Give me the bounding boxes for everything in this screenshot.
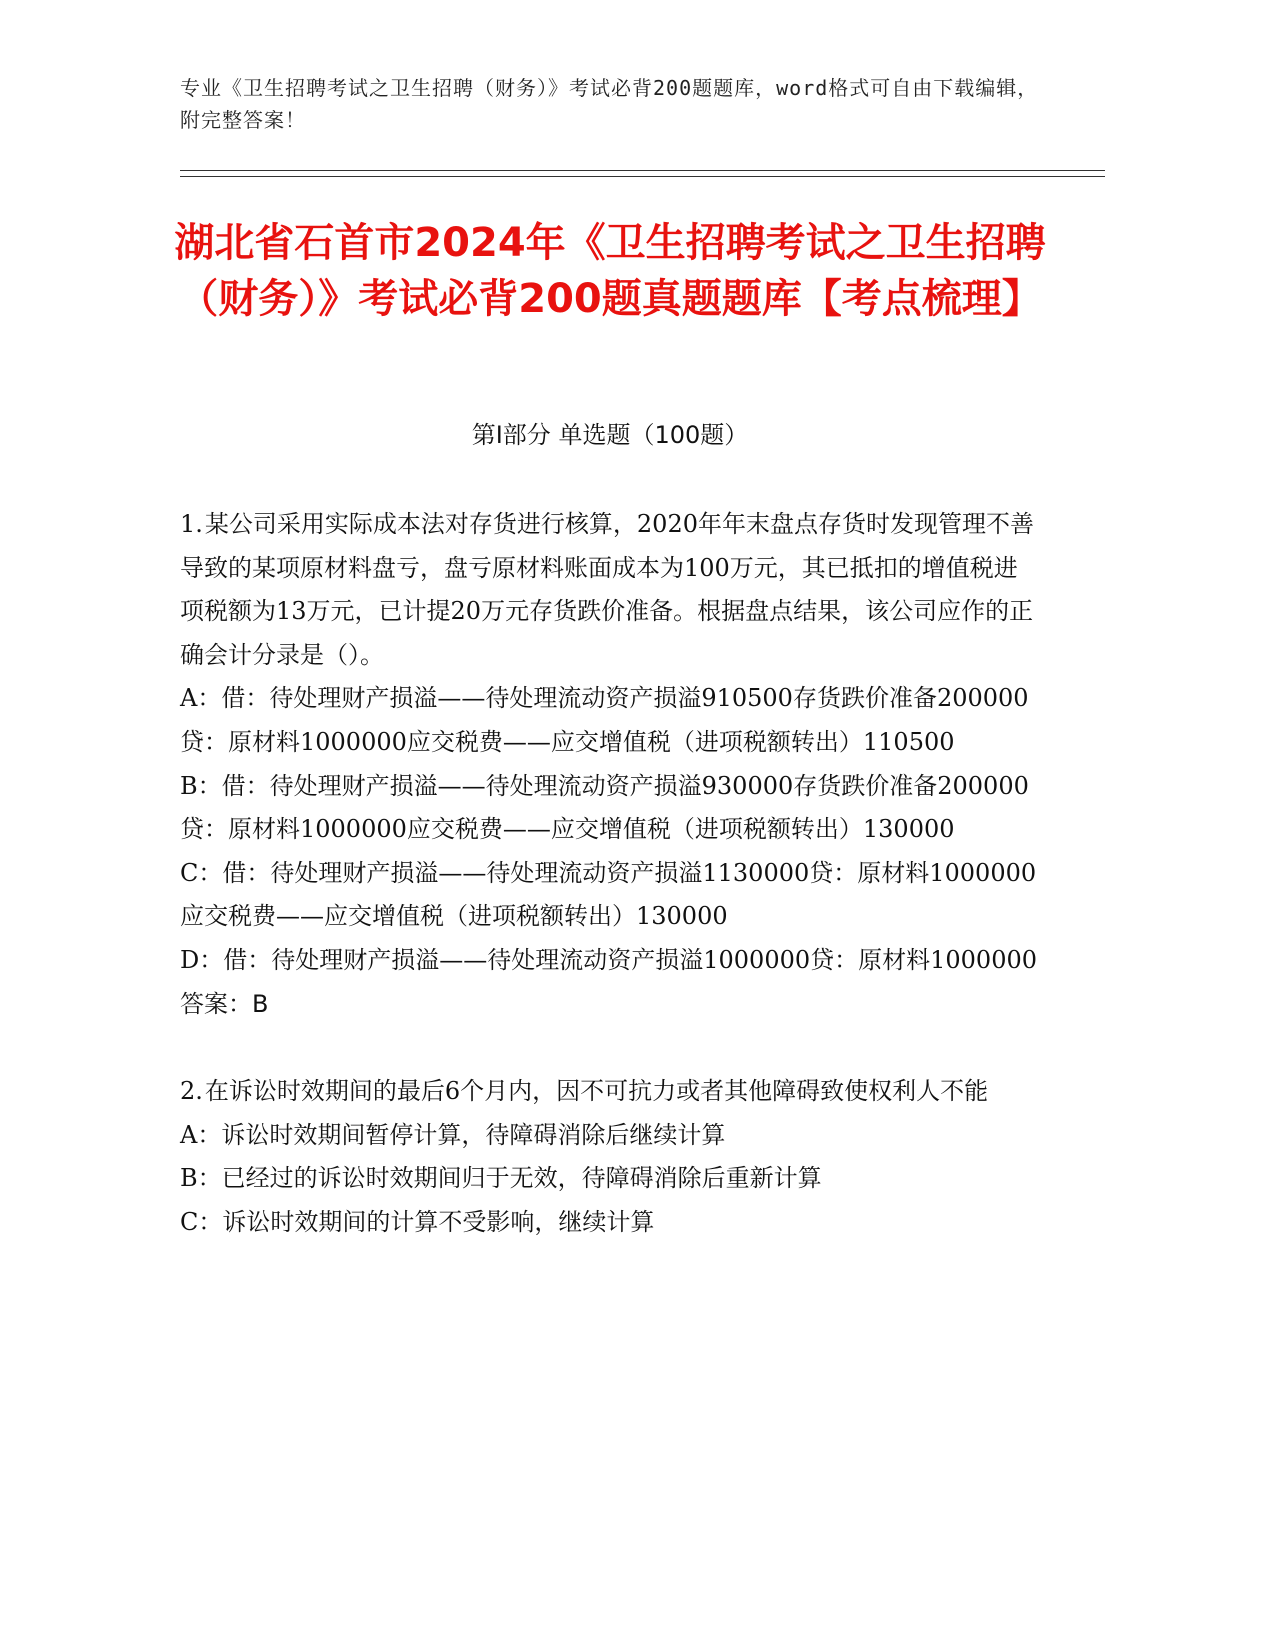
question-2 — [180, 1070, 1040, 1244]
question-stem — [180, 503, 1040, 677]
question-number: 2. — [180, 1077, 203, 1106]
option-c: C：诉讼时效期间的计算不受影响，继续计算 — [180, 1207, 655, 1236]
question-number: 1. — [180, 510, 203, 538]
header-divider-bottom — [180, 176, 1105, 177]
question-stem — [180, 1070, 1040, 1114]
option-a: A：诉讼时效期间暂停计算，待障碍消除后继续计算 — [180, 1120, 726, 1149]
question-1 — [180, 503, 1040, 1026]
section-title: 第I部分 单选题（100题） — [471, 421, 749, 449]
option-b: B：已经过的诉讼时效期间归于无效，待障碍消除后重新计算 — [180, 1164, 822, 1193]
option-d: D：借：待处理财产损溢——待处理流动资产损溢1000000贷：原材料1000000 — [180, 945, 1038, 974]
document-title: 湖北省石首市2024年《卫生招聘考试之卫生招聘（财务）》考试必背200题真题题库【考点梳理】 — [174, 220, 1046, 322]
question-text: 某公司采用实际成本法对存货进行核算，2020年年末盘点存货时发现管理不善导致的某项原材料盘亏，盘亏原材料账面成本为100万元，其已抵扣的增值税进项税额为13万元，已计提20万元存货跌价准备。根据盘点结果，该公司应作的正确会计分录是（）。 — [180, 510, 1034, 669]
option-c: C：借：待处理财产损溢——待处理流动资产损溢1130000贷：原材料1000000应交税费——应交增值税（进项税额转出）130000 — [180, 858, 1037, 931]
question-list — [180, 503, 1040, 1289]
question-text: 在诉讼时效期间的最后6个月内，因不可抗力或者其他障碍致使权利人不能 — [204, 1077, 989, 1106]
answer: 答案：B — [180, 989, 269, 1018]
option-a: A：借：待处理财产损溢——待处理流动资产损溢910500存货跌价准备200000贷：原材料1000000应交税费——应交增值税（进项税额转出）110500 — [180, 684, 1029, 756]
header-divider-top — [180, 170, 1105, 171]
option-b: B：借：待处理财产损溢——待处理流动资产损溢930000存货跌价准备200000贷：原材料1000000应交税费——应交增值税（进项税额转出）130000 — [180, 771, 1029, 844]
header-note: 专业《卫生招聘考试之卫生招聘（财务）》考试必背200题题库，word格式可自由下载编辑，附完整答案！ — [180, 76, 1039, 132]
